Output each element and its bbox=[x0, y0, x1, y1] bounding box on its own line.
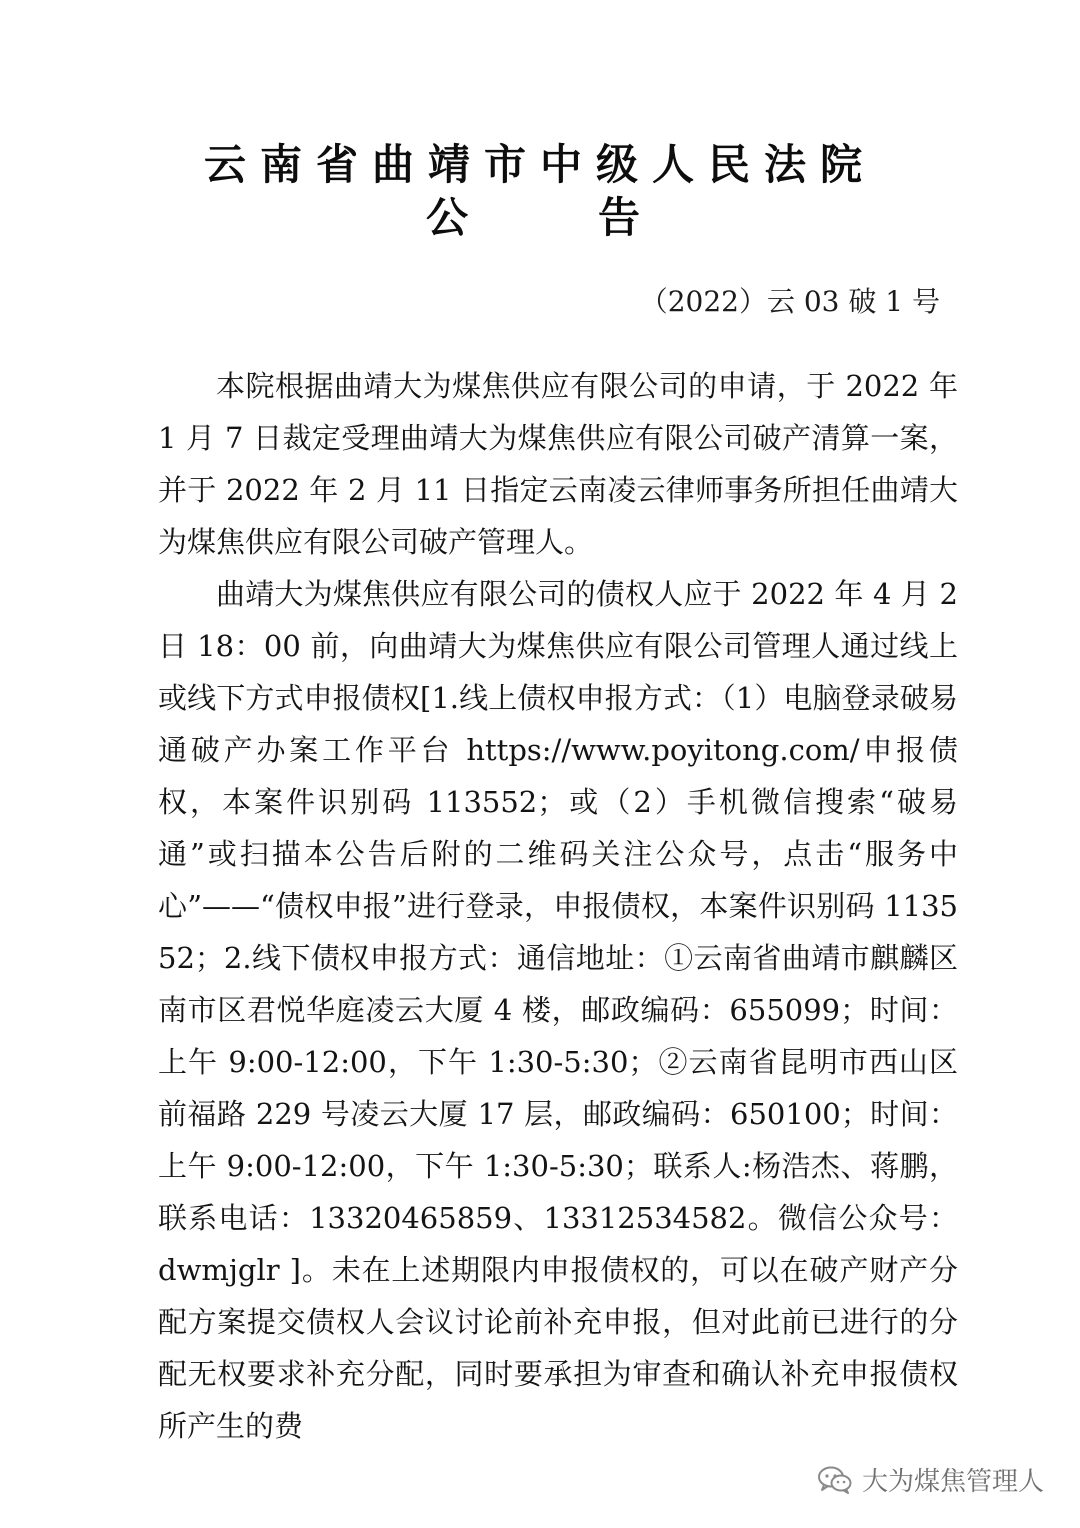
watermark-text: 大为煤焦管理人 bbox=[861, 1467, 1044, 1497]
paragraph-claims: 曲靖大为煤焦供应有限公司的债权人应于 2022 年 4 月 2 日 18：00 前，向曲靖大为煤焦供应有限公司管理人通过线上或线下方式申报债权[1.线上债权申报方式：（1）电脑登录破易通破产办案工作平台 https://www.poyitong.com/申报债权，本案件识别码 113552；或（2）手机微信搜索“破易通”或扫描本公告后附的二维码关注公众号，点击“服务中心”——“债权申报”进行登录，申报债权，本案件识别码 113552；2.线下债权申报方式：通信地址：①云南省曲靖市麒麟区南市区君悦华庭凌云大厦 4 楼，邮政编码：655099；时间：上午 9:00-12:00，下午 1:30-5:30；②云南省昆明市西山区前福路 229 号凌云大厦 17 层，邮政编码：650100；时间：上午 9:00-12:00，下午 1:30-5:30；联系人:杨浩杰、蒋鹏，联系电话：13320465859、13312534582。微信公众号：dwmjglr ]。未在上述期限内申报债权的，可以在破产财产分配方案提交债权人会议讨论前补充申报，但对此前已进行的分配无权要求补充分配，同时要承担为审查和确认补充申报债权所产生的费 bbox=[158, 577, 958, 1443]
notice-title: 公 告 bbox=[425, 193, 684, 242]
paragraph-acceptance: 本院根据曲靖大为煤焦供应有限公司的申请，于 2022 年 1 月 7 日裁定受理曲靖大为煤焦供应有限公司破产清算一案，并于 2022 年 2 月 11 日指定云南凌云律师事务所担任曲靖大为煤焦供应有限公司破产管理人。 bbox=[158, 369, 958, 559]
notice-body bbox=[158, 360, 958, 1452]
account-watermark bbox=[818, 1461, 1044, 1498]
case-number: （2022）云 03 破 1 号 bbox=[639, 285, 940, 318]
wechat-icon bbox=[818, 1466, 852, 1494]
court-title: 云南省曲靖市中级人民法院 bbox=[203, 140, 876, 189]
